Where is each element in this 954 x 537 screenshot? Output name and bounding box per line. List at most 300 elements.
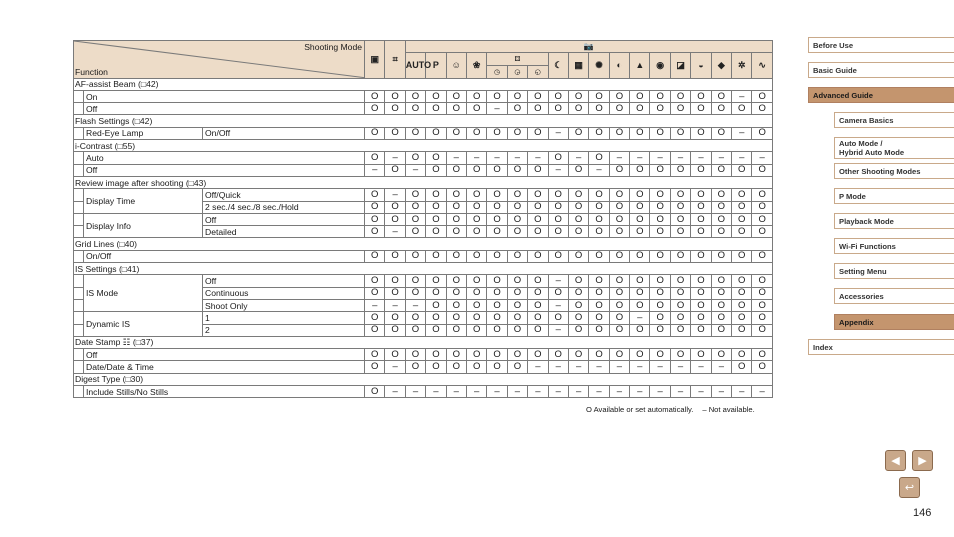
- availability-cell: O: [446, 349, 466, 361]
- p-mode-icon: P: [432, 60, 439, 71]
- nav-item-label: Advanced Guide: [813, 90, 873, 100]
- availability-cell: –: [548, 127, 568, 139]
- next-page-button[interactable]: [912, 450, 933, 471]
- availability-cell: O: [670, 189, 690, 201]
- section-heading: i-Contrast (□55): [74, 140, 773, 152]
- availability-cell: –: [670, 152, 690, 164]
- nav-item-index[interactable]: [808, 339, 954, 355]
- self-timer-icon-3: ◵: [534, 68, 541, 76]
- availability-cell: –: [589, 361, 609, 373]
- availability-cell: –: [752, 386, 772, 398]
- availability-cell: –: [365, 164, 385, 176]
- availability-cell: O: [650, 299, 670, 311]
- availability-cell: O: [691, 250, 711, 262]
- snow-icon: ✲: [737, 60, 746, 71]
- availability-cell: O: [752, 189, 772, 201]
- nav-item-label: P Mode: [839, 191, 866, 201]
- availability-cell: O: [507, 250, 527, 262]
- setting-label: Include Stills/No Stills: [84, 386, 365, 398]
- availability-cell: –: [650, 386, 670, 398]
- availability-cell: O: [426, 349, 446, 361]
- availability-cell: –: [405, 164, 425, 176]
- availability-cell: O: [650, 164, 670, 176]
- availability-cell: O: [711, 90, 731, 102]
- availability-cell: O: [507, 226, 527, 238]
- availability-cell: O: [630, 299, 650, 311]
- availability-cell: O: [548, 189, 568, 201]
- availability-cell: O: [589, 152, 609, 164]
- availability-cell: O: [711, 349, 731, 361]
- section-heading: IS Settings (□41): [74, 263, 773, 275]
- availability-cell: –: [385, 299, 405, 311]
- availability-cell: –: [630, 361, 650, 373]
- indent-cell: [74, 127, 84, 139]
- availability-cell: O: [385, 287, 405, 299]
- nav-item-auto-mode[interactable]: [834, 137, 954, 159]
- availability-cell: O: [385, 103, 405, 115]
- availability-cell: O: [609, 90, 629, 102]
- availability-cell: O: [487, 312, 507, 324]
- setting-label: On/Off: [84, 250, 365, 262]
- availability-cell: O: [426, 90, 446, 102]
- availability-cell: O: [385, 250, 405, 262]
- availability-cell: O: [405, 226, 425, 238]
- availability-cell: O: [487, 361, 507, 373]
- availability-cell: –: [365, 299, 385, 311]
- left-arrow-icon: ◀: [891, 455, 900, 467]
- availability-cell: O: [670, 103, 690, 115]
- availability-cell: O: [589, 189, 609, 201]
- nav-item-setting-menu[interactable]: [834, 263, 954, 279]
- availability-cell: O: [466, 275, 486, 287]
- availability-cell: O: [589, 90, 609, 102]
- self-timer-icon-1: ◷: [494, 68, 501, 76]
- availability-cell: O: [466, 103, 486, 115]
- mode-column-header: [365, 41, 385, 79]
- mode-column-header: [507, 65, 527, 78]
- availability-cell: O: [466, 250, 486, 262]
- availability-cell: O: [446, 127, 466, 139]
- section-row: [74, 78, 773, 90]
- availability-cell: O: [589, 324, 609, 336]
- nav-item-label: Before Use: [813, 40, 854, 50]
- availability-cell: O: [752, 299, 772, 311]
- mode-column-header: [752, 53, 772, 78]
- availability-cell: O: [568, 103, 588, 115]
- availability-cell: O: [507, 189, 527, 201]
- availability-cell: O: [365, 90, 385, 102]
- availability-cell: –: [670, 361, 690, 373]
- availability-cell: O: [507, 213, 527, 225]
- availability-cell: O: [466, 226, 486, 238]
- nav-item-wi-fi-functions[interactable]: [834, 238, 954, 254]
- availability-cell: O: [365, 226, 385, 238]
- indent-cell: [74, 349, 84, 361]
- nav-item-label: Appendix: [839, 317, 874, 327]
- availability-cell: O: [732, 349, 752, 361]
- availability-cell: O: [589, 226, 609, 238]
- indent-cell: [74, 189, 84, 201]
- availability-cell: –: [568, 152, 588, 164]
- availability-cell: O: [732, 213, 752, 225]
- availability-cell: O: [568, 213, 588, 225]
- availability-cell: O: [446, 299, 466, 311]
- availability-cell: O: [365, 349, 385, 361]
- availability-cell: O: [568, 324, 588, 336]
- availability-cell: O: [405, 250, 425, 262]
- table-row: [74, 164, 773, 176]
- option-label: 2 sec./4 sec./8 sec./Hold: [203, 201, 365, 213]
- legend-available: O Available or set automatically.: [586, 405, 694, 414]
- indent-cell: [74, 287, 84, 299]
- availability-cell: O: [650, 201, 670, 213]
- availability-cell: O: [528, 226, 548, 238]
- availability-cell: O: [487, 275, 507, 287]
- availability-cell: O: [507, 201, 527, 213]
- availability-cell: –: [487, 103, 507, 115]
- availability-cell: O: [650, 103, 670, 115]
- table-row: [74, 90, 773, 102]
- availability-cell: O: [670, 213, 690, 225]
- mode-column-header: [589, 53, 609, 78]
- availability-cell: –: [548, 361, 568, 373]
- indent-cell: [74, 164, 84, 176]
- availability-cell: O: [365, 189, 385, 201]
- legend: [586, 405, 755, 414]
- availability-cell: O: [711, 299, 731, 311]
- availability-cell: O: [752, 127, 772, 139]
- availability-cell: –: [732, 90, 752, 102]
- function-availability-table: [73, 40, 773, 398]
- availability-cell: O: [446, 164, 466, 176]
- nav-item-label-line2: Hybrid Auto Mode: [839, 148, 905, 157]
- availability-cell: –: [630, 312, 650, 324]
- availability-cell: –: [589, 164, 609, 176]
- availability-cell: O: [752, 250, 772, 262]
- option-label: On/Off: [203, 127, 365, 139]
- availability-cell: O: [609, 103, 629, 115]
- availability-cell: O: [466, 164, 486, 176]
- availability-cell: O: [711, 324, 731, 336]
- availability-cell: O: [691, 287, 711, 299]
- fireworks-icon: ✺: [595, 60, 603, 71]
- availability-cell: O: [609, 127, 629, 139]
- nav-item-basic-guide[interactable]: [808, 62, 954, 78]
- availability-cell: O: [487, 201, 507, 213]
- mode-column-header: [609, 53, 629, 78]
- availability-cell: –: [528, 361, 548, 373]
- availability-cell: O: [365, 275, 385, 287]
- availability-cell: O: [426, 103, 446, 115]
- availability-cell: O: [589, 250, 609, 262]
- availability-cell: O: [670, 201, 690, 213]
- availability-cell: O: [385, 324, 405, 336]
- nav-item-camera-basics[interactable]: [834, 112, 954, 128]
- availability-cell: –: [385, 152, 405, 164]
- long-shutter-icon: ∿: [758, 60, 766, 71]
- availability-cell: –: [630, 386, 650, 398]
- nav-item-advanced-guide[interactable]: [808, 87, 954, 103]
- availability-cell: O: [630, 213, 650, 225]
- availability-cell: O: [487, 189, 507, 201]
- availability-cell: O: [487, 213, 507, 225]
- header-corner: [74, 41, 365, 79]
- availability-cell: O: [630, 226, 650, 238]
- availability-cell: –: [466, 152, 486, 164]
- availability-cell: –: [691, 361, 711, 373]
- availability-cell: –: [691, 386, 711, 398]
- availability-cell: O: [426, 226, 446, 238]
- availability-cell: O: [752, 90, 772, 102]
- availability-cell: O: [507, 324, 527, 336]
- availability-cell: O: [711, 226, 731, 238]
- self-timer-group-icon: ⌑: [515, 53, 520, 64]
- table-row: [74, 189, 773, 201]
- availability-cell: O: [711, 250, 731, 262]
- availability-cell: O: [589, 312, 609, 324]
- availability-cell: –: [385, 361, 405, 373]
- return-button[interactable]: [899, 477, 920, 498]
- availability-cell: O: [528, 250, 548, 262]
- availability-cell: O: [609, 287, 629, 299]
- availability-cell: –: [487, 386, 507, 398]
- section-heading: AF-assist Beam (□42): [74, 78, 773, 90]
- availability-cell: O: [630, 349, 650, 361]
- availability-cell: –: [589, 386, 609, 398]
- availability-cell: O: [670, 287, 690, 299]
- indent-cell: [74, 201, 84, 213]
- option-label: Shoot Only: [203, 299, 365, 311]
- section-heading: Grid Lines (□40): [74, 238, 773, 250]
- availability-cell: O: [609, 299, 629, 311]
- indent-cell: [74, 275, 84, 287]
- table-row: [74, 361, 773, 373]
- availability-cell: O: [691, 299, 711, 311]
- availability-cell: O: [548, 152, 568, 164]
- availability-cell: –: [528, 386, 548, 398]
- mode-column-header: [711, 53, 731, 78]
- setting-label: Red-Eye Lamp: [84, 127, 203, 139]
- availability-cell: O: [691, 226, 711, 238]
- availability-cell: O: [752, 213, 772, 225]
- availability-cell: O: [446, 201, 466, 213]
- self-timer-group-header: [487, 53, 548, 65]
- page-number: 146: [913, 507, 932, 519]
- availability-cell: O: [528, 164, 548, 176]
- table-row: [74, 312, 773, 324]
- availability-cell: O: [609, 275, 629, 287]
- availability-cell: –: [507, 152, 527, 164]
- availability-cell: –: [446, 386, 466, 398]
- availability-cell: –: [405, 386, 425, 398]
- availability-cell: –: [650, 361, 670, 373]
- availability-cell: O: [426, 213, 446, 225]
- nav-item-appendix[interactable]: [834, 314, 954, 330]
- availability-cell: O: [650, 250, 670, 262]
- availability-cell: O: [365, 127, 385, 139]
- availability-cell: O: [466, 361, 486, 373]
- availability-cell: –: [487, 152, 507, 164]
- section-row: [74, 336, 773, 348]
- availability-cell: O: [528, 349, 548, 361]
- section-heading: Digest Type (□30): [74, 373, 773, 385]
- availability-cell: O: [507, 164, 527, 176]
- toy-camera-icon: ◉: [656, 60, 665, 71]
- soft-focus-icon: ◒: [698, 60, 704, 71]
- availability-cell: O: [405, 324, 425, 336]
- table-row: [74, 213, 773, 225]
- option-label: Off/Quick: [203, 189, 365, 201]
- availability-cell: O: [426, 189, 446, 201]
- availability-cell: O: [548, 201, 568, 213]
- availability-cell: O: [466, 213, 486, 225]
- availability-cell: O: [752, 349, 772, 361]
- availability-cell: O: [711, 275, 731, 287]
- availability-cell: O: [630, 189, 650, 201]
- availability-cell: O: [670, 324, 690, 336]
- creative-shot-icon: ⌗: [392, 54, 398, 65]
- availability-cell: O: [446, 213, 466, 225]
- availability-cell: O: [466, 90, 486, 102]
- availability-cell: O: [548, 213, 568, 225]
- availability-cell: O: [568, 127, 588, 139]
- nav-item-label: Accessories: [839, 291, 884, 301]
- availability-cell: O: [752, 287, 772, 299]
- availability-cell: O: [426, 250, 446, 262]
- availability-cell: –: [385, 386, 405, 398]
- indent-cell: [74, 361, 84, 373]
- availability-cell: O: [752, 103, 772, 115]
- availability-cell: O: [426, 152, 446, 164]
- availability-cell: –: [385, 189, 405, 201]
- section-heading: Date Stamp ☷ (□37): [74, 336, 773, 348]
- availability-cell: –: [405, 299, 425, 311]
- availability-cell: O: [385, 164, 405, 176]
- availability-cell: O: [670, 299, 690, 311]
- availability-cell: O: [365, 250, 385, 262]
- availability-cell: O: [670, 127, 690, 139]
- nav-item-p-mode[interactable]: [834, 188, 954, 204]
- availability-cell: O: [446, 312, 466, 324]
- availability-cell: O: [365, 213, 385, 225]
- availability-cell: O: [650, 127, 670, 139]
- availability-cell: O: [609, 312, 629, 324]
- availability-cell: O: [670, 250, 690, 262]
- still-modes-group-header: [405, 41, 772, 53]
- availability-cell: O: [528, 103, 548, 115]
- availability-cell: O: [691, 324, 711, 336]
- table-row: [74, 103, 773, 115]
- availability-cell: O: [732, 226, 752, 238]
- nav-item-before-use[interactable]: [808, 37, 954, 53]
- availability-cell: O: [711, 127, 731, 139]
- mode-column-header: [385, 41, 405, 79]
- indent-cell: [74, 312, 84, 324]
- availability-cell: O: [650, 275, 670, 287]
- table-row: [74, 152, 773, 164]
- availability-cell: O: [732, 189, 752, 201]
- availability-cell: O: [446, 250, 466, 262]
- table-row: [74, 127, 773, 139]
- nav-item-other-shooting-modes[interactable]: [834, 163, 954, 179]
- monochrome-icon: ◪: [676, 60, 685, 71]
- availability-cell: O: [589, 213, 609, 225]
- availability-cell: O: [630, 324, 650, 336]
- right-arrow-icon: ▶: [918, 455, 927, 467]
- availability-cell: O: [691, 90, 711, 102]
- availability-cell: O: [507, 312, 527, 324]
- indent-cell: [74, 386, 84, 398]
- section-row: [74, 115, 773, 127]
- availability-cell: O: [630, 201, 650, 213]
- availability-cell: O: [466, 201, 486, 213]
- availability-cell: –: [385, 226, 405, 238]
- previous-page-button[interactable]: [885, 450, 906, 471]
- availability-cell: O: [487, 287, 507, 299]
- availability-cell: –: [528, 152, 548, 164]
- availability-cell: O: [711, 164, 731, 176]
- availability-cell: O: [670, 275, 690, 287]
- availability-cell: O: [691, 201, 711, 213]
- availability-cell: O: [548, 349, 568, 361]
- availability-cell: O: [752, 324, 772, 336]
- availability-cell: O: [365, 152, 385, 164]
- availability-cell: O: [568, 299, 588, 311]
- availability-cell: O: [609, 201, 629, 213]
- availability-cell: O: [405, 201, 425, 213]
- availability-cell: O: [528, 127, 548, 139]
- availability-cell: O: [650, 349, 670, 361]
- hybrid-auto-icon: ▣: [370, 54, 379, 65]
- availability-cell: O: [405, 152, 425, 164]
- availability-cell: O: [732, 164, 752, 176]
- availability-cell: O: [568, 189, 588, 201]
- availability-cell: O: [548, 90, 568, 102]
- availability-cell: O: [650, 287, 670, 299]
- availability-cell: O: [446, 361, 466, 373]
- availability-cell: O: [589, 201, 609, 213]
- nav-item-playback-mode[interactable]: [834, 213, 954, 229]
- option-label: 1: [203, 312, 365, 324]
- availability-cell: O: [507, 299, 527, 311]
- nav-item-accessories[interactable]: [834, 288, 954, 304]
- availability-cell: O: [446, 90, 466, 102]
- availability-cell: O: [732, 361, 752, 373]
- availability-cell: O: [426, 324, 446, 336]
- availability-cell: O: [405, 361, 425, 373]
- miniature-icon: ▲: [635, 60, 645, 71]
- availability-cell: O: [405, 275, 425, 287]
- availability-cell: O: [507, 349, 527, 361]
- availability-cell: O: [691, 213, 711, 225]
- availability-cell: O: [385, 90, 405, 102]
- availability-cell: O: [589, 275, 609, 287]
- availability-cell: –: [732, 127, 752, 139]
- mode-column-header: [670, 53, 690, 78]
- availability-cell: O: [466, 324, 486, 336]
- availability-cell: –: [548, 386, 568, 398]
- availability-cell: O: [507, 103, 527, 115]
- availability-cell: O: [507, 90, 527, 102]
- mode-column-header: [487, 65, 507, 78]
- availability-cell: O: [466, 287, 486, 299]
- availability-cell: O: [487, 250, 507, 262]
- option-label: Off: [203, 213, 365, 225]
- setting-label: Off: [84, 103, 365, 115]
- availability-cell: O: [365, 324, 385, 336]
- availability-cell: –: [548, 164, 568, 176]
- setting-label: Off: [84, 164, 365, 176]
